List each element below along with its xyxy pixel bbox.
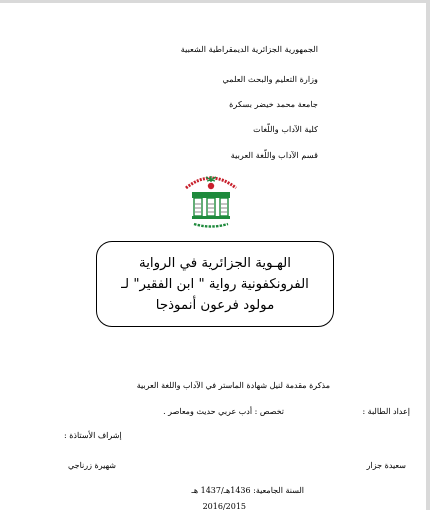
page-border-right bbox=[426, 0, 430, 510]
academic-year: السنة الجامعية: 1436هـ/1437 هـ bbox=[191, 486, 304, 495]
supervisor-label: إشراف الأستاذة : bbox=[64, 431, 122, 440]
department-name: قسم الآداب واللّغة العربية bbox=[230, 150, 318, 160]
university-logo-icon bbox=[180, 172, 242, 230]
student-name: سعيدة جزار bbox=[366, 461, 406, 470]
title-line-2: الفرونكفونية رواية " ابن الفقير" لـ bbox=[121, 276, 309, 292]
gregorian-year: 2016/2015 bbox=[202, 502, 246, 511]
supervisor-name: شهيرة زرناجي bbox=[68, 461, 116, 470]
faculty-name: كلية الآداب واللّغات bbox=[253, 124, 318, 134]
prepared-by-label: إعداد الطالبة : bbox=[362, 407, 410, 416]
thesis-title-box bbox=[96, 241, 334, 327]
university-name: جامعة محمد خيضر بسكرة bbox=[229, 99, 318, 109]
republic-name: الجمهورية الجزائرية الديمقراطية الشعبية bbox=[180, 44, 318, 54]
page-border-top bbox=[0, 0, 430, 3]
specialization: تخصص : أدب عربي حديث ومعاصر . bbox=[163, 407, 284, 416]
ministry-name: وزارة التعليم والبحث العلمي bbox=[222, 74, 318, 84]
title-line-1: الهـوية الجزائرية في الرواية bbox=[139, 255, 291, 271]
title-line-3: مولود فرعون أنموذجا bbox=[155, 297, 275, 313]
thesis-note: مذكرة مقدمة لنيل شهادة الماستر في الآداب واللغة العربية bbox=[136, 381, 330, 390]
